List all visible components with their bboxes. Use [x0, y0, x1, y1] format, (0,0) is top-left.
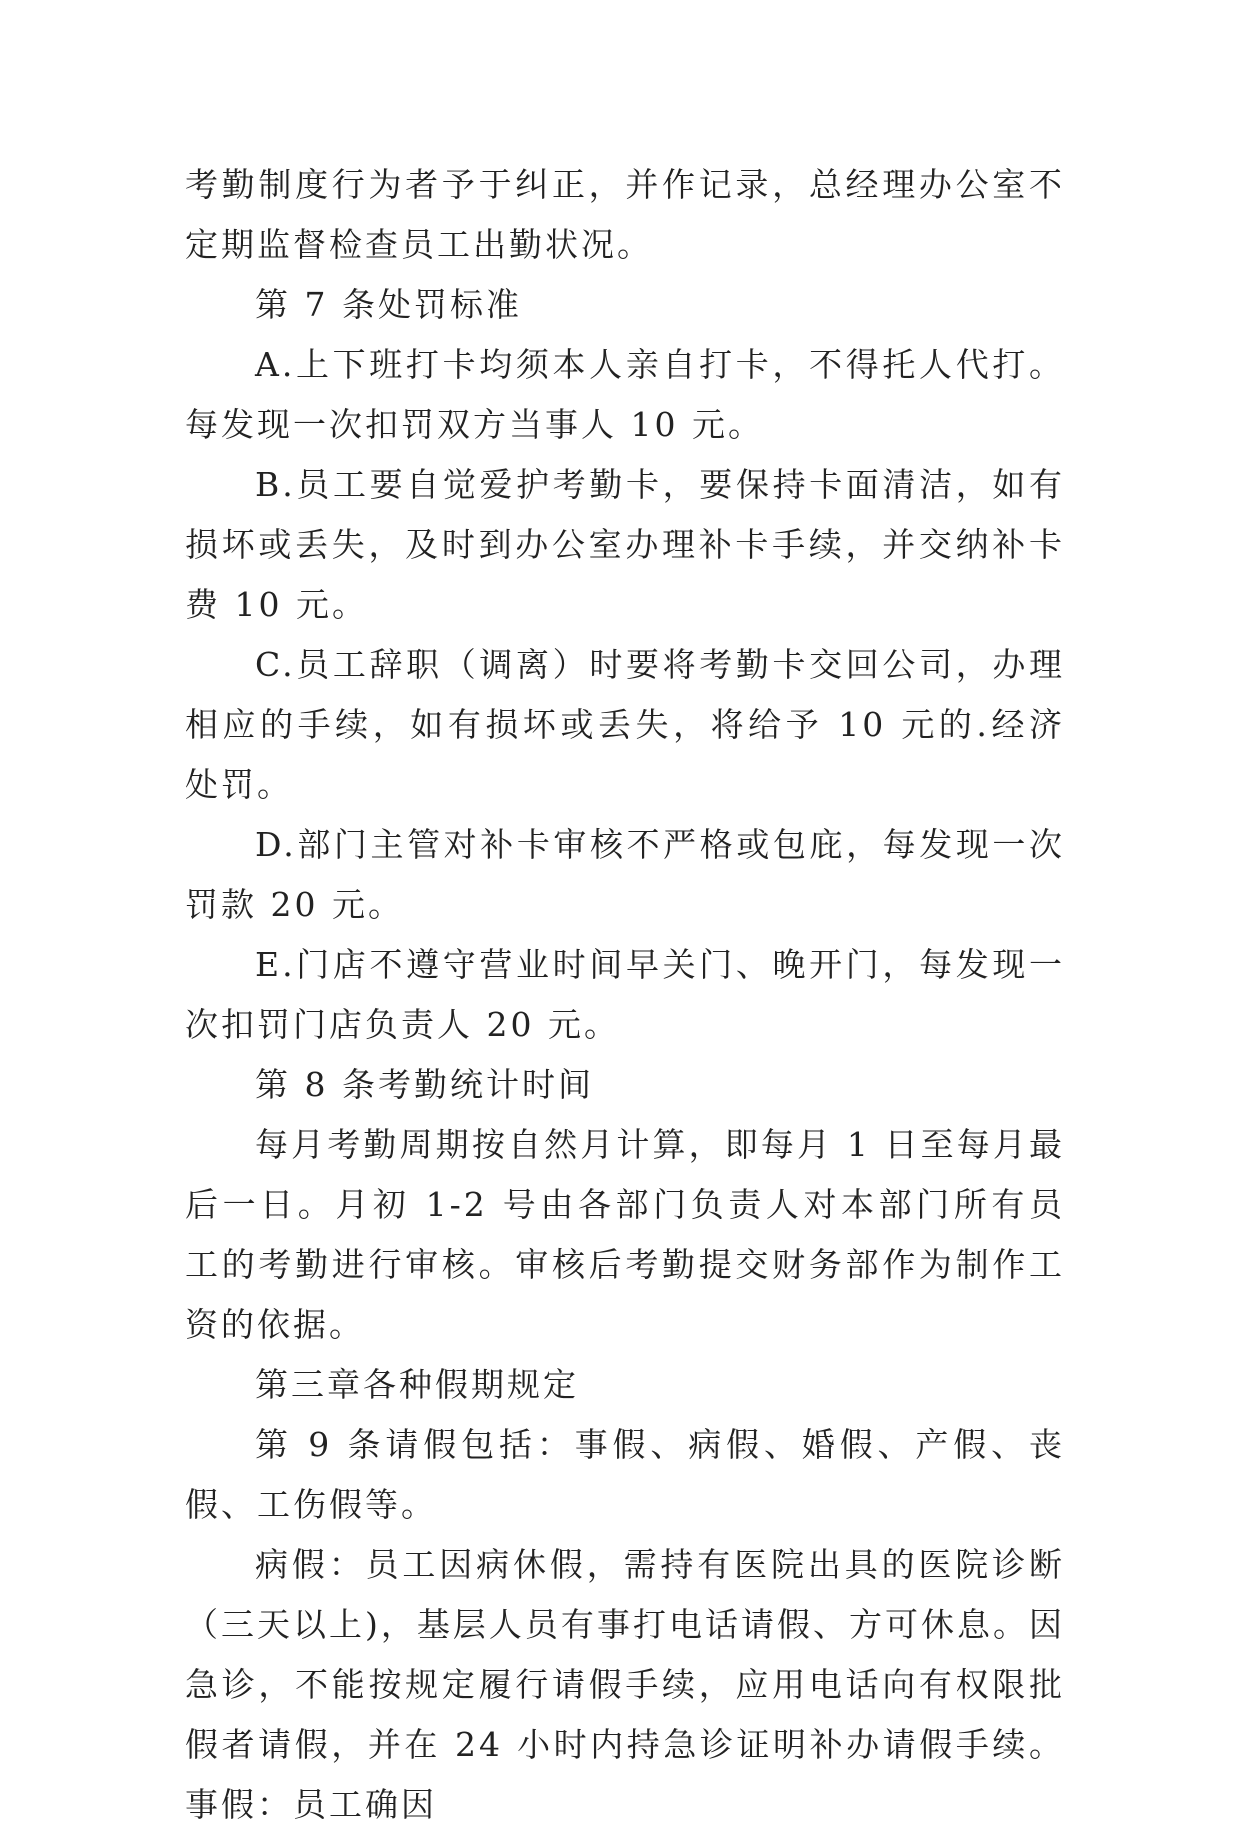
- paragraph-item-d: D.部门主管对补卡审核不严格或包庇，每发现一次罚款 20 元。: [185, 825, 1065, 924]
- article-8-heading: 第 8 条考勤统计时间: [255, 1065, 594, 1104]
- paragraph-item-e: E.门店不遵守营业时间早关门、晚开门，每发现一次扣罚门店负责人 20 元。: [185, 945, 1065, 1044]
- document-body: [185, 155, 1065, 1835]
- chapter-3-heading: 第三章各种假期规定: [255, 1365, 579, 1404]
- paragraph-sick-leave: 病假：员工因病休假，需持有医院出具的医院诊断（三天以上)，基层人员有事打电话请假、方可休息。因急诊，不能按规定履行请假手续，应用电话向有权限批假者请假，并在 24 小时内持急诊证明补办请假手续。事假：员工确因: [185, 1545, 1065, 1824]
- paragraph-item-c: C.员工辞职（调离）时要将考勤卡交回公司，办理相应的手续，如有损坏或丢失，将给予 10 元的.经济处罚。: [185, 645, 1065, 804]
- article-9-paragraph: 第 9 条请假包括：事假、病假、婚假、产假、丧假、工伤假等。: [185, 1425, 1065, 1524]
- article-7-heading: 第 7 条处罚标准: [255, 285, 522, 324]
- paragraph-attendance-period: 每月考勤周期按自然月计算，即每月 1 日至每月最后一日。月初 1-2 号由各部门负责人对本部门所有员工的考勤进行审核。审核后考勤提交财务部作为制作工资的依据。: [185, 1125, 1065, 1344]
- paragraph-supervision: 考勤制度行为者予于纠正，并作记录，总经理办公室不定期监督检查员工出勤状况。: [185, 165, 1065, 264]
- paragraph-item-b: B.员工要自觉爱护考勤卡，要保持卡面清洁，如有损坏或丢失，及时到办公室办理补卡手续，并交纳补卡费 10 元。: [185, 465, 1065, 624]
- paragraph-item-a: A.上下班打卡均须本人亲自打卡，不得托人代打。每发现一次扣罚双方当事人 10 元。: [185, 345, 1065, 444]
